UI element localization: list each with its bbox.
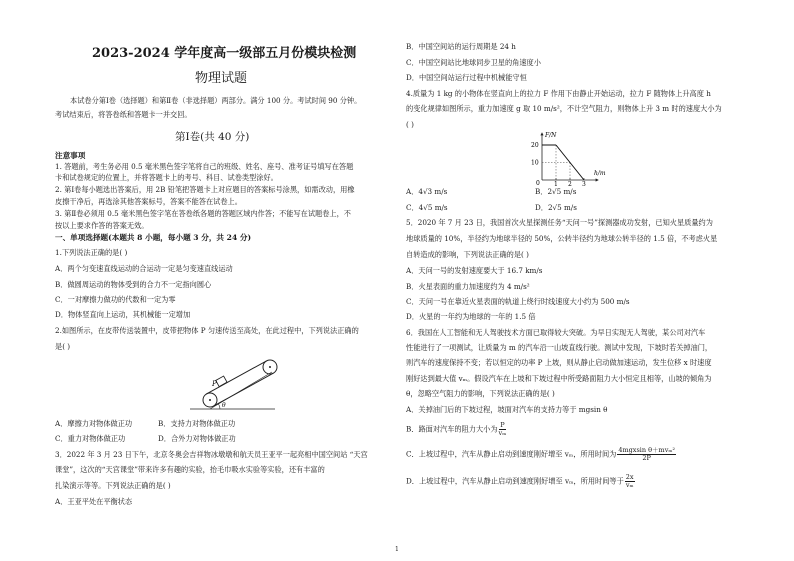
notes-line: 卡和试卷规定的位置上，并将答题卡上的考号、科目、试卷类型涂好。 [55, 173, 278, 182]
q6-option-d-fraction: $\frac{2x}{\text{vₘ}}$ [625, 473, 634, 489]
x-tick-label: 3 [582, 181, 586, 186]
q5-stem-line-1: 5．2020 年 7 月 23 日，我国首次火星探测任务“天问一号”探测器成功发射，已知火星质量约为 [406, 218, 713, 227]
x-tick-label: 2 [568, 181, 572, 186]
q6-stem-line: 则汽车的速度保持不变；若以恒定的功率 P 上坡，则从静止启动做加速运动，发生位移 x 时速度 [406, 358, 712, 367]
subject-title: 物理试题 [195, 71, 248, 86]
q1-stem: 1.下列说法正确的是( ) [55, 248, 128, 257]
q5-option-b: B．火星表面的重力加速度约为 4 m/s² [406, 282, 530, 291]
q6-option-d-text: D．上坡过程中，汽车从静止启动到速度刚好增至 vₘ，所用时间等于 [406, 476, 624, 486]
q3-option-d: D．中国空间站运行过程中机械能守恒 [406, 73, 527, 82]
notes-line: 按以上要求作答的答案无效。 [55, 221, 149, 230]
q2-option-b: B．支持力对物体做正功 [158, 419, 236, 428]
q3-option-c: C．中国空间站比地球同步卫星的角速度小 [406, 58, 541, 67]
origin-label: 0 [536, 180, 540, 186]
notes-heading: 注意事项 [55, 151, 86, 160]
q4-stem-line-2: 的变化规律如图所示，重力加速度 g 取 10 m/s²，不计空气阻力，则物体上升 3 m 时的速度大小为 [406, 104, 722, 113]
intro-line-1: 本试卷分第Ⅰ卷（选择题）和第Ⅱ卷（非选择题）两部分。满分 100 分。考试时间 90 分钟。 [70, 96, 362, 105]
force-height-graph [528, 130, 612, 186]
label-p: P [212, 380, 217, 388]
page-number: 1 [395, 546, 399, 553]
belt-conveyor-figure [180, 352, 290, 414]
q6-option-d [406, 474, 636, 489]
q3-stem-line-3: 扎染演示等等。下列说法正确的是( ) [55, 481, 171, 490]
q6-option-b [406, 422, 507, 437]
q2-option-a: A．摩擦力对物体做正功 [55, 419, 133, 428]
q6-stem-line: θ，忽略空气阻力的影响，下列说法正确的是( ) [406, 389, 555, 398]
notes-line: 3. 第Ⅱ卷必须用 0.5 毫米黑色签字笔在答卷纸各题的答题区域内作答；不能写在试题卷上，不 [55, 209, 351, 218]
y-tick-label: 10 [531, 159, 539, 167]
intro-line-2: 考试结束后，将答卷纸和答题卡一并交回。 [55, 110, 192, 119]
y-tick-label: 20 [531, 142, 539, 149]
q4-option-c: C．4√5 m/s [406, 203, 448, 212]
q1-option-a: A．两个匀变速直线运动的合运动一定是匀变速直线运动 [55, 264, 233, 273]
q6-option-c [406, 447, 677, 462]
q6-option-b-fraction: $\frac{P}{\text{vₘ}}$ [498, 421, 507, 437]
q3-stem-line-2: 课堂”，这次的“天宫课堂”带来许多有趣的实验，抬毛巾吸水实验等实验，还有丰富的 [55, 465, 325, 474]
label-theta: θ [222, 402, 226, 409]
q2-option-c: C．重力对物体做正功 [55, 434, 126, 443]
q1-option-b: B．做圆周运动的物体受到的合力不一定指向圆心 [55, 280, 212, 289]
q2-option-d: D．合外力对物体做正功 [158, 434, 236, 443]
q6-stem-line: 6．我国在人工智能和无人驾驶技术方面已取得较大突破。为早日实现无人驾驶，某公司对汽车 [406, 328, 706, 337]
x-axis-label: h/m [594, 170, 606, 177]
q4-stem-line-3: ( ) [406, 120, 414, 129]
q6-option-c-text: C．上坡过程中，汽车从静止启动到速度刚好增至 vₘ，所用时间为 [406, 449, 617, 459]
q3-option-a: A．王亚平处在平衡状态 [55, 497, 133, 506]
theta-arc [219, 404, 221, 409]
q3-stem-line-1: 3．2022 年 3 月 23 日下午，北京冬奥会吉祥物冰墩墩和航天员王亚平一起亮相中国空间站 “天宫 [55, 450, 368, 459]
q6-option-c-fraction: $\frac{\text{4mgxsin θ＋mvₘ²}}{2P}$ [618, 446, 675, 462]
q2-stem-line-1: 2.如图所示，在皮带传送装置中，皮带把物体 P 匀速传送至高处，在此过程中，下列说法正确的 [55, 326, 359, 335]
y-axis-label: F/N [545, 132, 557, 139]
q4-stem-line-1: 4.质量为 1 kg 的小物体在竖直向上的拉力 F 作用下由静止开始运动，拉力 F 随物体上升高度 h [406, 89, 711, 98]
exam-title: 2023-2024 学年度高一级部五月份模块检测 [92, 46, 357, 61]
q2-stem-line-2: 是( ) [55, 342, 71, 351]
q5-stem-line-3: 自转造成的影响，下列说法正确的是( ) [406, 250, 529, 259]
q5-option-d: D．火星的一年约为地球的一年的 1.5 倍 [406, 312, 536, 321]
q4-option-b: B．2√5 m/s [535, 187, 577, 196]
q6-stem-line: 性能进行了一项测试，让质量为 m 的汽车沿一山坡直线行驶。测试中发现，下坡时若关掉油门， [406, 343, 713, 352]
q4-option-d: D．2√5 m/s [535, 203, 577, 212]
q4-option-a: A．4√3 m/s [406, 187, 448, 196]
q6-option-a: A．关掉油门后的下坡过程，坡面对汽车的支持力等于 mgsin θ [406, 405, 608, 414]
notes-line: 1. 答题前，考生务必用 0.5 毫米黑色签字笔将自己的班级、姓名、座号、准考证号填写在答题 [55, 162, 354, 171]
part1-heading: 一、单项选择题(本题共 8 小题，每小题 3 分，共 24 分) [55, 233, 252, 242]
q5-option-c: C．天问一号在靠近火星表面的轨道上绕行时线速度大小约为 500 m/s [406, 297, 630, 306]
notes-line: 皮擦干净后，再选涂其他答案标号，答案不能答在试卷上。 [55, 197, 242, 206]
q6-option-b-text: B．路面对汽车的阻力大小为 [406, 424, 498, 434]
q5-stem-line-2: 地球质量的 10%，半径约为地球半径的 50%，公转半径约为地球公转半径的 1.5 倍，不考虑火星 [406, 234, 718, 243]
q5-option-a: A．天问一号的发射速度要大于 16.7 km/s [406, 266, 543, 275]
section-title: 第Ⅰ卷(共 40 分) [175, 131, 250, 143]
q1-option-d: D．物体竖直向上运动，其机械能一定增加 [55, 310, 191, 319]
q3-option-b: B．中国空间站的运行周期是 24 h [406, 42, 516, 51]
object-p-box [216, 376, 227, 386]
belt-upper [207, 361, 267, 394]
q1-option-c: C．一对摩擦力做功的代数和一定为零 [55, 295, 176, 304]
q6-stem-line: 刚好达到最大值 vₘ。假设汽车在上坡和下坡过程中所受路面阻力大小恒定且相等，山坡的倾角为 [406, 374, 712, 383]
notes-line: 2. 第Ⅰ卷每小题选出答案后，用 2B 铅笔把答题卡上对应题目的答案标号涂黑，如需改动，用橡 [55, 185, 355, 194]
x-tick-label: 1 [554, 181, 558, 186]
